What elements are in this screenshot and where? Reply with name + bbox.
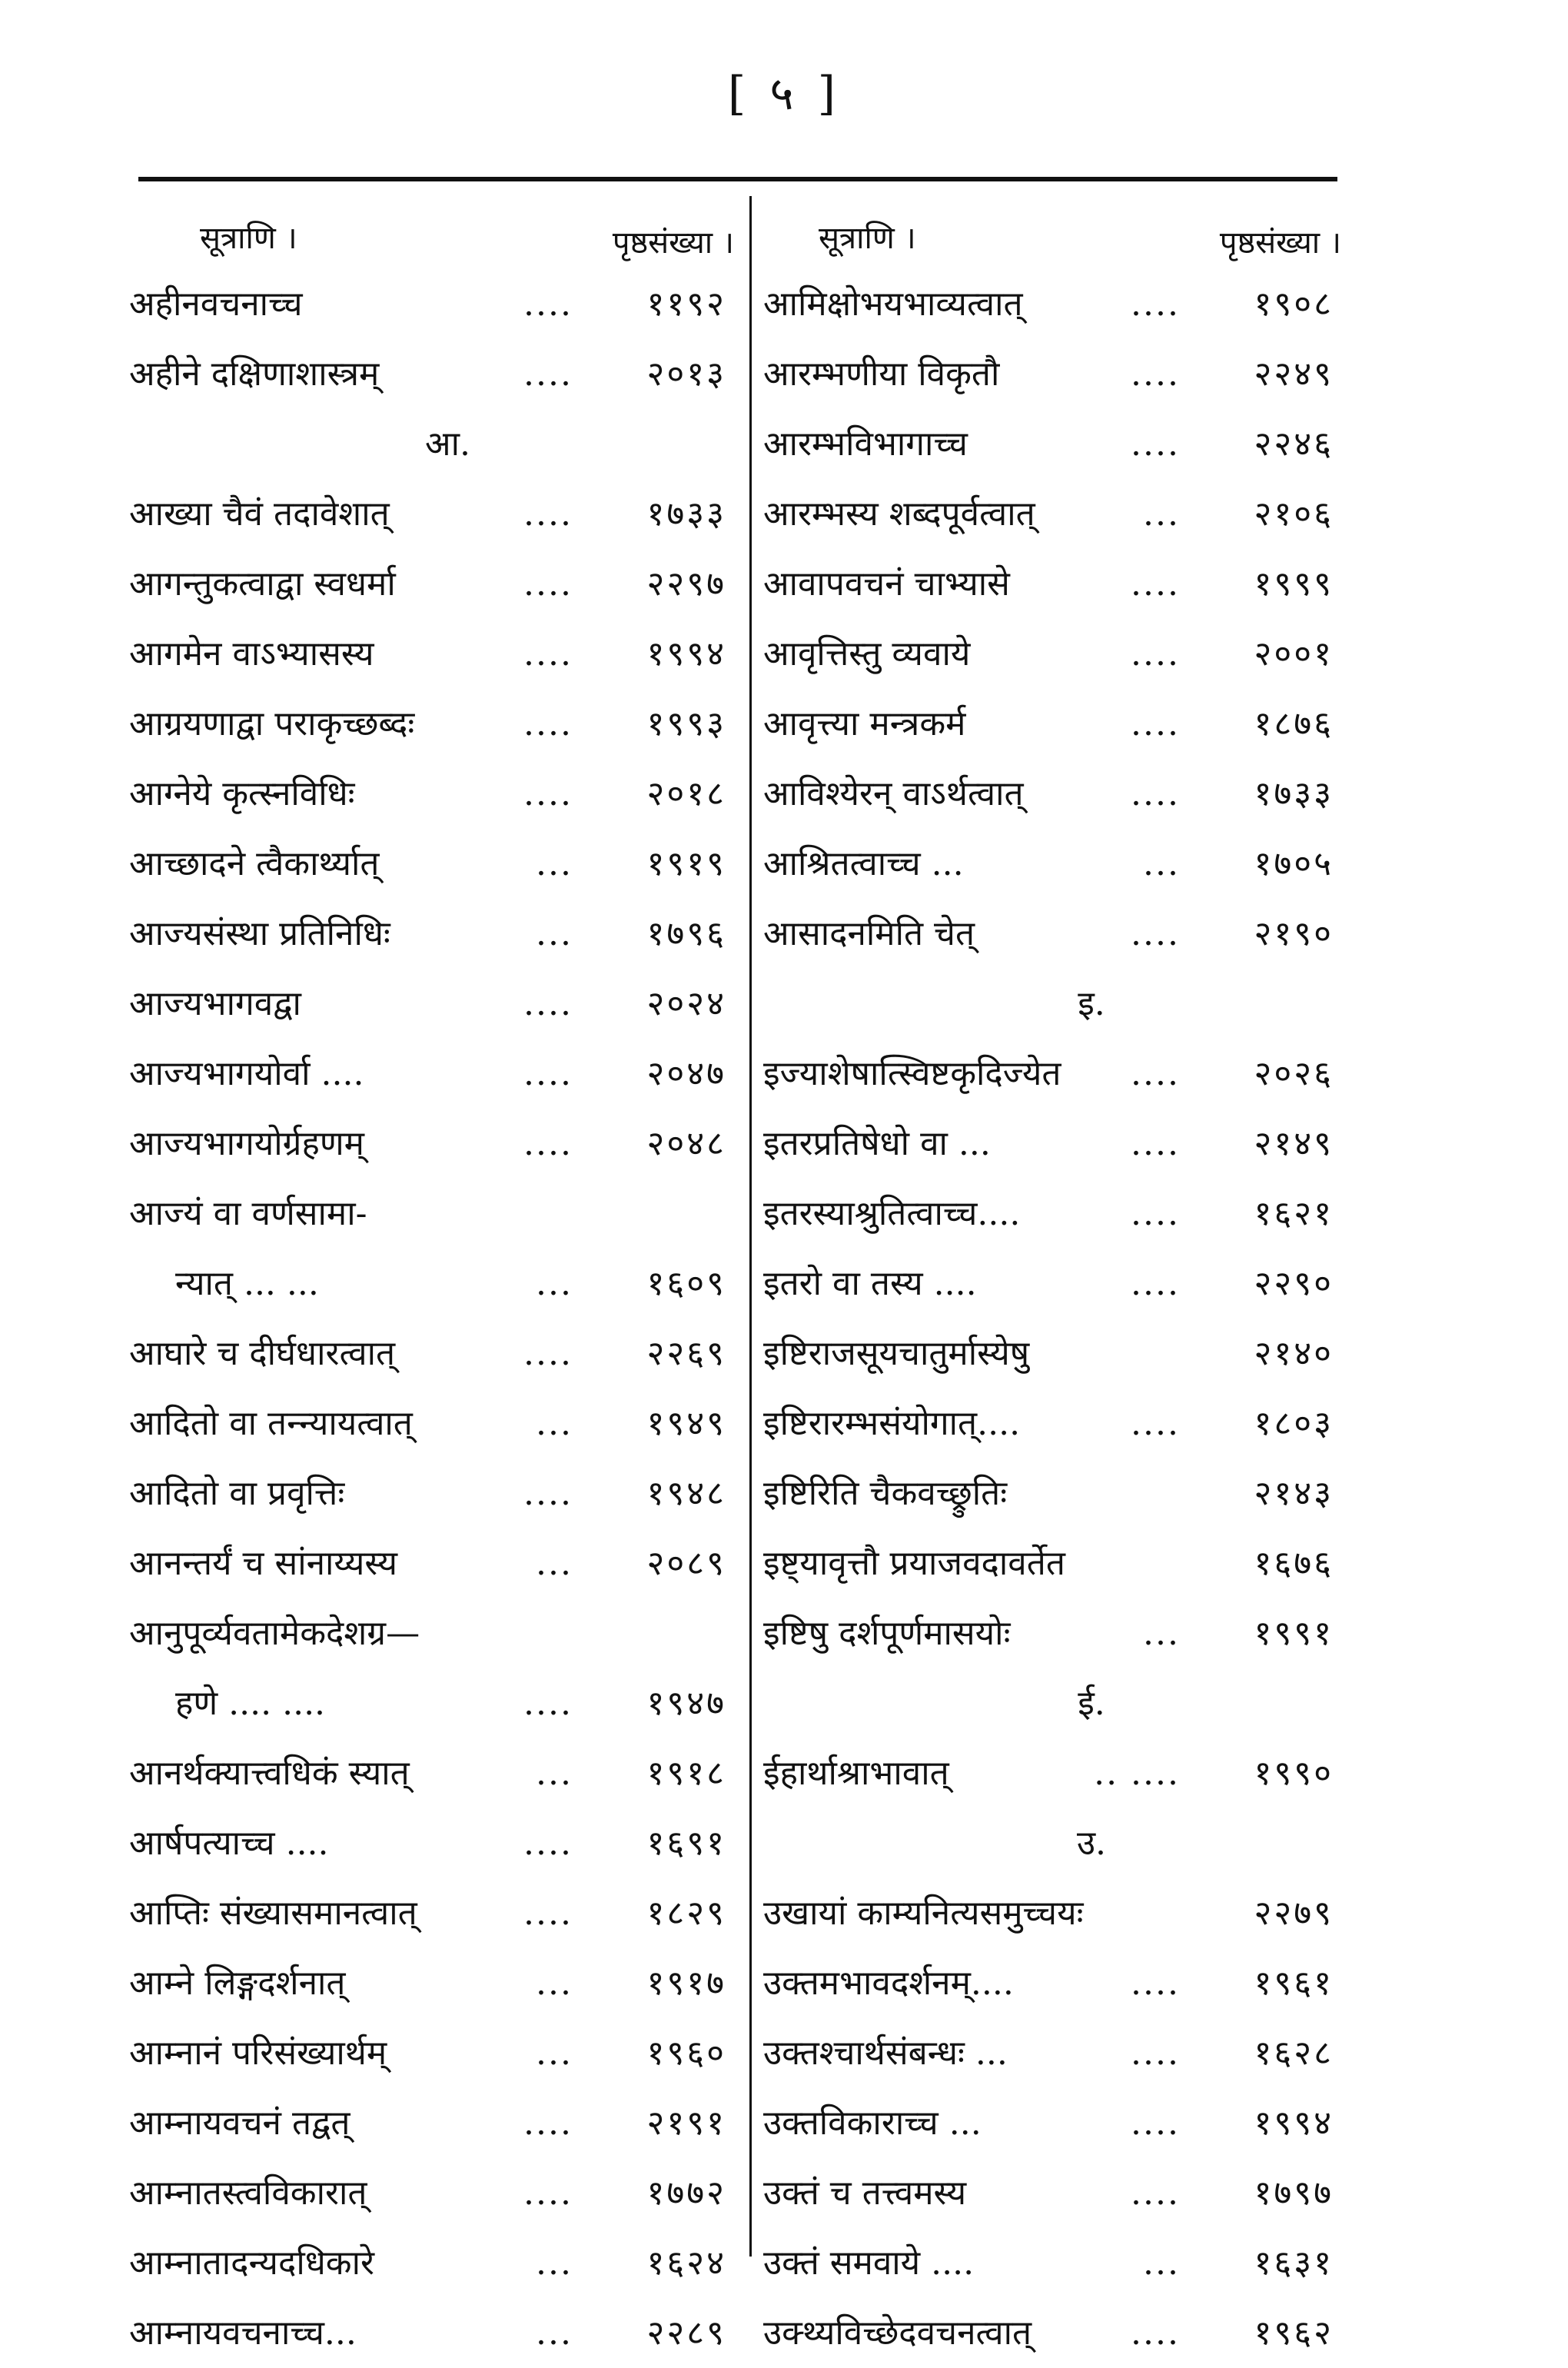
index-entry — [108, 1528, 734, 1598]
leader-dots: .... — [1131, 774, 1180, 813]
section-letter-text: ई. — [1078, 1684, 1105, 1723]
leader-dots: .... — [523, 1824, 573, 1863]
index-entry — [108, 2158, 734, 2228]
leader-dots: .... — [1131, 1194, 1180, 1233]
leader-dots: ... — [1143, 844, 1180, 883]
leader-dots: .... — [1131, 1124, 1180, 1163]
index-entry — [108, 1319, 734, 1389]
index-entry — [757, 1389, 1341, 1458]
page-ref: २००१ — [1254, 634, 1334, 673]
leader-dots: .... — [523, 1684, 573, 1723]
leader-dots: .... — [523, 1334, 573, 1373]
section-letter-text: उ. — [1076, 1824, 1107, 1863]
index-entry — [757, 1738, 1341, 1808]
page-ref: १९९९ — [1254, 564, 1334, 604]
sutra-text: आज्यभागवद्वा — [129, 984, 301, 1023]
sutra-text: आमिक्षोभयभाव्यत्वात् — [763, 284, 1023, 324]
page-ref: २१०६ — [1254, 494, 1334, 534]
sutra-text: आज्यसंस्था प्रतिनिधिः — [129, 914, 390, 953]
sutra-text: आसादनमिति चेत् — [763, 914, 975, 953]
leader-dots: .... — [523, 564, 573, 604]
page-ref: १७३३ — [1254, 774, 1334, 813]
page-ref: १९९४ — [646, 634, 726, 673]
index-entry — [757, 1458, 1341, 1528]
sutra-text: इष्टिराजसूयचातुर्मास्येषु — [763, 1334, 1030, 1373]
sutra-text: आरम्भविभागाच्च — [763, 424, 968, 464]
page-ref: २१९० — [1254, 914, 1334, 953]
page-ref: २१४० — [1254, 1334, 1334, 1373]
leader-dots: .... — [1131, 2173, 1180, 2213]
leader-dots: .... — [1131, 704, 1180, 743]
index-entry — [757, 1528, 1341, 1598]
leader-dots: .... — [1131, 1404, 1180, 1443]
page-ref: १६२१ — [1254, 1194, 1334, 1233]
sutra-text: आम्नातस्त्वविकारात् — [129, 2173, 367, 2213]
sutra-text: आज्यभागयोर्वा .... — [129, 1054, 364, 1093]
index-entry — [757, 689, 1341, 759]
leader-dots: ... — [1143, 2243, 1180, 2283]
sutra-text: उक्तश्चार्थसंबन्धः ... — [763, 2034, 1008, 2073]
header-sutra-label: सूत्राणि । — [819, 221, 916, 256]
page-ref: २२८९ — [646, 2313, 726, 2353]
index-entry — [757, 899, 1341, 969]
index-entry — [757, 409, 1341, 479]
index-entry — [108, 1249, 734, 1319]
page-ref: १९४७ — [646, 1684, 726, 1723]
sutra-text: आम्नायवचनाच्च... — [129, 2313, 357, 2353]
index-entry — [108, 689, 734, 759]
leader-dots: .... — [1131, 914, 1180, 953]
index-entry — [108, 759, 734, 829]
leader-dots: .... — [523, 704, 573, 743]
leader-dots: .... — [523, 1894, 573, 1933]
index-entry — [108, 1598, 734, 1668]
page-ref: १९०८ — [1254, 284, 1334, 324]
sutra-text: आग्रयणाद्वा पराकृच्छब्दः — [129, 704, 415, 743]
page-ref: १९६० — [646, 2034, 726, 2073]
leader-dots: .... — [1131, 424, 1180, 464]
leader-dots: .. .... — [1094, 1754, 1180, 1793]
sutra-text: आग्नेये कृत्स्नविधिः — [129, 774, 355, 813]
leader-dots: .... — [523, 1474, 573, 1513]
sutra-text: आश्रितत्वाच्च ... — [763, 844, 964, 883]
sutra-text: उक्तं च तत्त्वमस्य — [763, 2173, 967, 2213]
leader-dots: .... — [523, 774, 573, 813]
sutra-text: आवापवचनं चाभ्यासे — [763, 564, 1010, 604]
sutra-text: उक्तमभावदर्शनम्.... — [763, 1964, 1014, 2003]
page-ref: १९४९ — [646, 1404, 726, 1443]
leader-dots: ... — [536, 1964, 573, 2003]
page-ref: २१४९ — [1254, 1124, 1334, 1163]
sutra-text: इष्ट्यावृत्तौ प्रयाजवदावर्तेत — [763, 1544, 1065, 1583]
sutra-text: आज्यभागयोर्ग्रहणम् — [129, 1124, 364, 1163]
index-entry — [108, 2228, 734, 2298]
page-ref: १७०५ — [1254, 844, 1334, 883]
sutra-text: आच्छादने त्वैकार्थ्यात् — [129, 844, 380, 883]
index-entry — [108, 269, 734, 339]
leader-dots: .... — [1131, 2104, 1180, 2143]
page-ref: २०१८ — [646, 774, 726, 813]
index-entry — [108, 1808, 734, 1878]
page-ref: २०८९ — [646, 1544, 726, 1583]
leader-dots: ... — [1143, 494, 1180, 534]
header-page-label: पृष्ठसंख्या । — [612, 225, 734, 261]
index-entry — [108, 899, 734, 969]
page-ref: १७९६ — [646, 914, 726, 953]
page-ref: १६९१ — [646, 1824, 726, 1863]
top-rule — [138, 177, 1337, 181]
leader-dots: ... — [536, 1264, 573, 1303]
section-letter-text: आ. — [425, 424, 470, 464]
page-ref: २२४९ — [1254, 354, 1334, 394]
index-entry — [757, 2158, 1341, 2228]
page-ref: १९९१ — [1254, 1614, 1334, 1653]
page-ref: ११९२ — [646, 284, 726, 324]
leader-dots: ... — [536, 2243, 573, 2283]
sutra-text: न्यात् ... ... — [175, 1264, 319, 1303]
sutra-text: आवृत्त्या मन्त्रकर्म — [763, 704, 966, 743]
leader-dots: ... — [536, 1404, 573, 1443]
index-entry — [757, 759, 1341, 829]
page-ref: २०४७ — [646, 1054, 726, 1093]
page-ref: १९६१ — [1254, 1964, 1334, 2003]
page-ref: १९१९ — [646, 844, 726, 883]
page-ref: २०४८ — [646, 1124, 726, 1163]
left-column — [108, 192, 734, 2368]
leader-dots: .... — [523, 634, 573, 673]
page-ref: १६२४ — [646, 2243, 726, 2283]
index-entry — [757, 2088, 1341, 2158]
sutra-text: इष्टिरिति चैकवच्छ्रुतिः — [763, 1474, 1008, 1513]
leader-dots: .... — [523, 2173, 573, 2213]
section-letter — [757, 969, 1341, 1039]
leader-dots: ... — [536, 1754, 573, 1793]
index-entry — [757, 1039, 1341, 1109]
page-ref: १८२९ — [646, 1894, 726, 1933]
index-entry — [108, 2018, 734, 2088]
index-entry — [757, 1878, 1341, 1948]
leader-dots: .... — [1131, 1964, 1180, 2003]
leader-dots: .... — [523, 284, 573, 324]
leader-dots: .... — [1131, 2313, 1180, 2353]
page-ref: १७३३ — [646, 494, 726, 534]
sutra-text: आम्ने लिङ्गदर्शनात् — [129, 1964, 346, 2003]
index-entry — [757, 2298, 1341, 2368]
page-ref: १६३१ — [1254, 2243, 1334, 2283]
index-entry — [757, 829, 1341, 899]
leader-dots: ... — [536, 2034, 573, 2073]
sutra-text: आख्या चैवं तदावेशात् — [129, 494, 390, 534]
sutra-text: आगन्तुकत्वाद्वा स्वधर्मा — [129, 564, 396, 604]
index-entry — [757, 1179, 1341, 1249]
sutra-text: आज्यं वा वर्णसामा- — [129, 1194, 367, 1233]
sutra-text: हणे .... .... — [175, 1684, 326, 1723]
header-sutra-label: सूत्राणि । — [200, 221, 297, 256]
sutra-text: इतरस्याश्रुतित्वाच्च.... — [763, 1194, 1021, 1233]
index-entry — [108, 1389, 734, 1458]
index-entry — [108, 619, 734, 689]
index-entry — [757, 619, 1341, 689]
sutra-text: आरम्भणीया विकृतौ — [763, 354, 1000, 394]
index-entry — [108, 479, 734, 549]
index-entry — [757, 269, 1341, 339]
sutra-text: उक्थ्यविच्छेदवचनत्वात् — [763, 2313, 1032, 2353]
index-entry — [108, 549, 734, 619]
leader-dots: .... — [523, 984, 573, 1023]
sutra-text: आदितो वा तन्न्यायत्वात् — [129, 1404, 413, 1443]
leader-dots: .... — [1131, 2034, 1180, 2073]
page-ref: १६२८ — [1254, 2034, 1334, 2073]
index-entry — [108, 1738, 734, 1808]
left-column-header — [108, 192, 734, 269]
index-entry — [757, 1109, 1341, 1179]
index-entry — [757, 2228, 1341, 2298]
index-entry — [108, 2088, 734, 2158]
sutra-text: इतरो वा तस्य .... — [763, 1264, 977, 1303]
sutra-text: आनर्थक्यात्त्वधिकं स्यात् — [129, 1754, 410, 1793]
page-ref: १९९४ — [1254, 2104, 1334, 2143]
index-entry — [108, 1109, 734, 1179]
page-ref: १८७६ — [1254, 704, 1334, 743]
page-ref: १९१८ — [646, 1754, 726, 1793]
sutra-text: इज्याशेषात्स्विष्टकृदिज्येत — [763, 1054, 1061, 1093]
sutra-text: आगमेन वाऽभ्यासस्य — [129, 634, 374, 673]
leader-dots: .... — [1131, 564, 1180, 604]
leader-dots: .... — [1131, 354, 1180, 394]
right-column-header — [757, 192, 1341, 269]
page-number: [ ५ ] — [727, 67, 841, 121]
page-ref: १९१७ — [646, 1964, 726, 2003]
index-entry — [108, 1878, 734, 1948]
page-ref: २२६९ — [646, 1334, 726, 1373]
index-entry — [108, 339, 734, 409]
index-entry — [108, 1948, 734, 2018]
leader-dots: .... — [523, 1054, 573, 1093]
index-entry — [757, 1249, 1341, 1319]
index-entry — [757, 1948, 1341, 2018]
sutra-text: आवृत्तिस्तु व्यवाये — [763, 634, 971, 673]
sutra-text: उखायां काम्यनित्यसमुच्चयः — [763, 1894, 1084, 1933]
sutra-text: इतरप्रतिषेधो वा ... — [763, 1124, 991, 1163]
sutra-text: आप्तिः संख्यासमानत्वात् — [129, 1894, 417, 1933]
column-divider — [749, 196, 752, 2257]
index-entry — [757, 1319, 1341, 1389]
leader-dots: .... — [1131, 284, 1180, 324]
page-ref: २२९७ — [646, 564, 726, 604]
index-entry — [108, 1458, 734, 1528]
index-entry — [757, 1598, 1341, 1668]
page-ref: १८०३ — [1254, 1404, 1334, 1443]
sutra-text: आनुपूर्व्यवतामेकदेशग्र— — [129, 1614, 420, 1653]
page-ref: २१९१ — [646, 2104, 726, 2143]
leader-dots: ... — [536, 914, 573, 953]
index-entry — [757, 479, 1341, 549]
section-letter — [757, 1668, 1341, 1738]
sutra-text: आविश्येरन् वाऽर्थत्वात् — [763, 774, 1024, 813]
leader-dots: ... — [536, 2313, 573, 2353]
page-ref: १९६२ — [1254, 2313, 1334, 2353]
section-letter — [757, 1808, 1341, 1878]
leader-dots: .... — [523, 494, 573, 534]
sutra-text: इष्टिषु दर्शपूर्णमासयोः — [763, 1614, 1011, 1653]
index-entry — [108, 1668, 734, 1738]
index-entry — [108, 969, 734, 1039]
page-ref: १६०९ — [646, 1264, 726, 1303]
sutra-text: आरम्भस्य शब्दपूर्वत्वात् — [763, 494, 1035, 534]
page-ref: २१४३ — [1254, 1474, 1334, 1513]
page-ref: १९४८ — [646, 1474, 726, 1513]
page-ref: २२७९ — [1254, 1894, 1334, 1933]
section-letter — [108, 409, 734, 479]
page-ref: १७७२ — [646, 2173, 726, 2213]
leader-dots: .... — [523, 1124, 573, 1163]
leader-dots: ... — [536, 1544, 573, 1583]
index-entry — [108, 2298, 734, 2368]
index-entry — [108, 829, 734, 899]
leader-dots: ... — [1143, 1614, 1180, 1653]
sutra-text: उक्तविकाराच्च ... — [763, 2104, 982, 2143]
sutra-text: अहीने दक्षिणाशास्त्रम् — [129, 354, 380, 394]
sutra-text: आम्नायवचनं तद्वत् — [129, 2104, 350, 2143]
leader-dots: .... — [523, 354, 573, 394]
leader-dots: .... — [523, 2104, 573, 2143]
index-entry — [108, 1039, 734, 1109]
index-entry — [757, 2018, 1341, 2088]
leader-dots: .... — [1131, 634, 1180, 673]
page-ref: १७९७ — [1254, 2173, 1334, 2213]
leader-dots: ... — [536, 844, 573, 883]
page-ref: २२४६ — [1254, 424, 1334, 464]
sutra-text: इष्टिरारम्भसंयोगात्.... — [763, 1404, 1021, 1443]
sutra-text: आघारे च दीर्घधारत्वात् — [129, 1334, 396, 1373]
section-letter-text: इ. — [1078, 984, 1105, 1023]
leader-dots: .... — [1131, 1264, 1180, 1303]
sutra-text: आम्नातादन्यदधिकारे — [129, 2243, 374, 2283]
sutra-text: आनन्तर्यं च सांनाय्यस्य — [129, 1544, 397, 1583]
sutra-text: आर्षपत्याच्च .... — [129, 1824, 329, 1863]
page-ref: २०२४ — [646, 984, 726, 1023]
header-page-label: पृष्ठसंख्या । — [1219, 225, 1341, 261]
page-ref: २०१३ — [646, 354, 726, 394]
right-column — [757, 192, 1341, 2368]
page-ref: १६७६ — [1254, 1544, 1334, 1583]
index-entry — [757, 339, 1341, 409]
page-ref: १९९३ — [646, 704, 726, 743]
page-ref: २२९० — [1254, 1264, 1334, 1303]
page-ref: २०२६ — [1254, 1054, 1334, 1093]
page-ref: १९९० — [1254, 1754, 1334, 1793]
sutra-text: ईहार्थाश्राभावात् — [763, 1754, 949, 1793]
sutra-text: अहीनवचनाच्च — [129, 284, 303, 324]
sutra-text: उक्तं समवाये .... — [763, 2243, 975, 2283]
index-entry — [757, 549, 1341, 619]
sutra-text: आदितो वा प्रवृत्तिः — [129, 1474, 345, 1513]
sutra-text: आम्नानं परिसंख्यार्थम् — [129, 2034, 387, 2073]
leader-dots: .... — [1131, 1054, 1180, 1093]
index-entry — [108, 1179, 734, 1249]
